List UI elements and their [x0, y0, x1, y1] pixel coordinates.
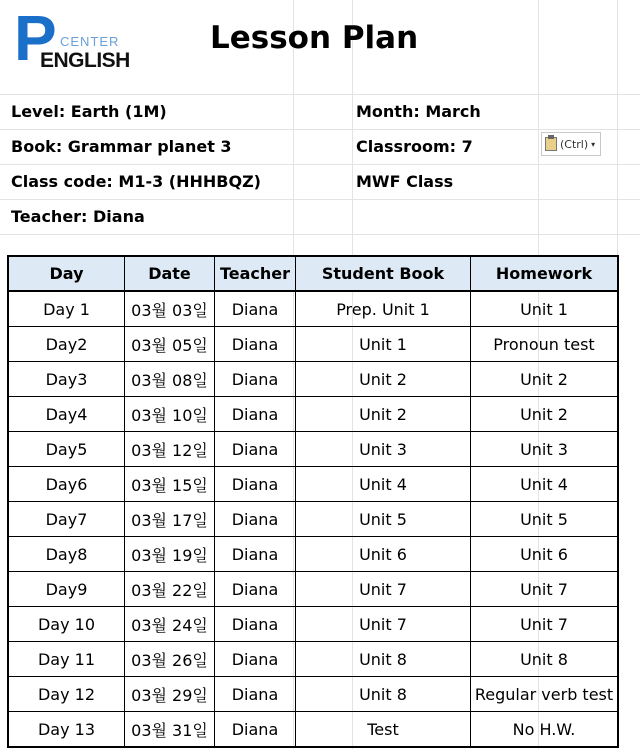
cell-teacher[interactable]: Diana: [215, 502, 296, 537]
cell-teacher[interactable]: Diana: [215, 467, 296, 502]
table-row: [8, 432, 618, 467]
gridline: [0, 164, 640, 165]
cell-date[interactable]: 03월 08일: [125, 362, 215, 397]
cell-student-book[interactable]: Unit 2: [296, 362, 471, 397]
header-teacher[interactable]: Teacher: [215, 256, 296, 291]
cell-teacher[interactable]: Diana: [215, 572, 296, 607]
table-row: [8, 327, 618, 362]
table-row: [8, 607, 618, 642]
header-student-book[interactable]: Student Book: [296, 256, 471, 291]
table-row: [8, 677, 618, 712]
cell-student-book[interactable]: Prep. Unit 1: [296, 291, 471, 327]
header-homework[interactable]: Homework: [471, 256, 619, 291]
schedule-info[interactable]: MWF Class: [356, 172, 454, 191]
cell-teacher[interactable]: Diana: [215, 432, 296, 467]
cell-day[interactable]: Day8: [8, 537, 125, 572]
level-info[interactable]: Level: Earth (1M): [11, 102, 167, 121]
cell-day[interactable]: Day 1: [8, 291, 125, 327]
cell-date[interactable]: 03월 10일: [125, 397, 215, 432]
cell-day[interactable]: Day9: [8, 572, 125, 607]
cell-homework[interactable]: Unit 6: [471, 537, 619, 572]
cell-student-book[interactable]: Unit 4: [296, 467, 471, 502]
table-row: [8, 467, 618, 502]
cell-day[interactable]: Day6: [8, 467, 125, 502]
logo-center-text: CENTER: [60, 34, 120, 49]
book-info[interactable]: Book: Grammar planet 3: [11, 137, 232, 156]
dropdown-arrow-icon: ▾: [591, 139, 596, 149]
gridline: [0, 94, 640, 95]
cell-date[interactable]: 03월 29일: [125, 677, 215, 712]
cell-teacher[interactable]: Diana: [215, 607, 296, 642]
page-title: Lesson Plan: [210, 20, 419, 56]
gridline: [0, 199, 640, 200]
cell-teacher[interactable]: Diana: [215, 327, 296, 362]
cell-student-book[interactable]: Unit 8: [296, 677, 471, 712]
cell-teacher[interactable]: Diana: [215, 291, 296, 327]
classroom-info[interactable]: Classroom: 7: [356, 137, 473, 156]
table-header-row: [8, 256, 618, 291]
cell-teacher[interactable]: Diana: [215, 362, 296, 397]
cell-homework[interactable]: Unit 5: [471, 502, 619, 537]
cell-teacher[interactable]: Diana: [215, 642, 296, 677]
cell-homework[interactable]: Unit 7: [471, 607, 619, 642]
cell-teacher[interactable]: Diana: [215, 537, 296, 572]
cell-date[interactable]: 03월 15일: [125, 467, 215, 502]
cell-student-book[interactable]: Unit 7: [296, 572, 471, 607]
class-code-info[interactable]: Class code: M1-3 (HHHBQZ): [11, 172, 261, 191]
month-info[interactable]: Month: March: [356, 102, 481, 121]
table-row: [8, 291, 618, 327]
cell-teacher[interactable]: Diana: [215, 397, 296, 432]
cell-day[interactable]: Day 12: [8, 677, 125, 712]
logo-english-text: ENGLISH: [40, 49, 130, 72]
cell-day[interactable]: Day 10: [8, 607, 125, 642]
cell-date[interactable]: 03월 12일: [125, 432, 215, 467]
cell-homework[interactable]: Unit 2: [471, 397, 619, 432]
cell-homework[interactable]: Pronoun test: [471, 327, 619, 362]
cell-homework[interactable]: Unit 1: [471, 291, 619, 327]
table-row: [8, 537, 618, 572]
clipboard-icon: [545, 137, 557, 151]
cell-date[interactable]: 03월 31일: [125, 712, 215, 748]
gridline: [0, 129, 640, 130]
cell-date[interactable]: 03월 19일: [125, 537, 215, 572]
cell-date[interactable]: 03월 03일: [125, 291, 215, 327]
cell-day[interactable]: Day5: [8, 432, 125, 467]
cell-day[interactable]: Day3: [8, 362, 125, 397]
table-row: [8, 712, 618, 748]
cell-day[interactable]: Day 11: [8, 642, 125, 677]
cell-homework[interactable]: Unit 3: [471, 432, 619, 467]
lesson-plan-table: [7, 255, 619, 748]
cell-homework[interactable]: Unit 8: [471, 642, 619, 677]
cell-student-book[interactable]: Unit 8: [296, 642, 471, 677]
table-row: [8, 397, 618, 432]
cell-student-book[interactable]: Unit 7: [296, 607, 471, 642]
cell-homework[interactable]: Unit 2: [471, 362, 619, 397]
logo-letter: P: [14, 2, 57, 74]
cell-student-book[interactable]: Unit 6: [296, 537, 471, 572]
table-row: [8, 572, 618, 607]
paste-options-button[interactable]: [541, 132, 601, 156]
cell-date[interactable]: 03월 22일: [125, 572, 215, 607]
header-day[interactable]: Day: [8, 256, 125, 291]
cell-student-book[interactable]: Unit 2: [296, 397, 471, 432]
cell-day[interactable]: Day 13: [8, 712, 125, 748]
cell-day[interactable]: Day2: [8, 327, 125, 362]
cell-homework[interactable]: Unit 4: [471, 467, 619, 502]
table-row: [8, 362, 618, 397]
cell-date[interactable]: 03월 05일: [125, 327, 215, 362]
cell-homework[interactable]: No H.W.: [471, 712, 619, 748]
cell-student-book[interactable]: Test: [296, 712, 471, 748]
cell-teacher[interactable]: Diana: [215, 677, 296, 712]
cell-date[interactable]: 03월 26일: [125, 642, 215, 677]
cell-student-book[interactable]: Unit 5: [296, 502, 471, 537]
cell-homework[interactable]: Regular verb test: [471, 677, 619, 712]
table-row: [8, 642, 618, 677]
cell-student-book[interactable]: Unit 3: [296, 432, 471, 467]
cell-day[interactable]: Day7: [8, 502, 125, 537]
cell-date[interactable]: 03월 17일: [125, 502, 215, 537]
paste-options-label: (Ctrl): [560, 137, 589, 151]
cell-teacher[interactable]: Diana: [215, 712, 296, 748]
cell-date[interactable]: 03월 24일: [125, 607, 215, 642]
cell-day[interactable]: Day4: [8, 397, 125, 432]
p-english-logo: [14, 2, 130, 74]
cell-homework[interactable]: Unit 7: [471, 572, 619, 607]
table-row: [8, 502, 618, 537]
header-date[interactable]: Date: [125, 256, 215, 291]
gridline: [0, 234, 640, 235]
cell-student-book[interactable]: Unit 1: [296, 327, 471, 362]
teacher-info[interactable]: Teacher: Diana: [11, 207, 145, 226]
